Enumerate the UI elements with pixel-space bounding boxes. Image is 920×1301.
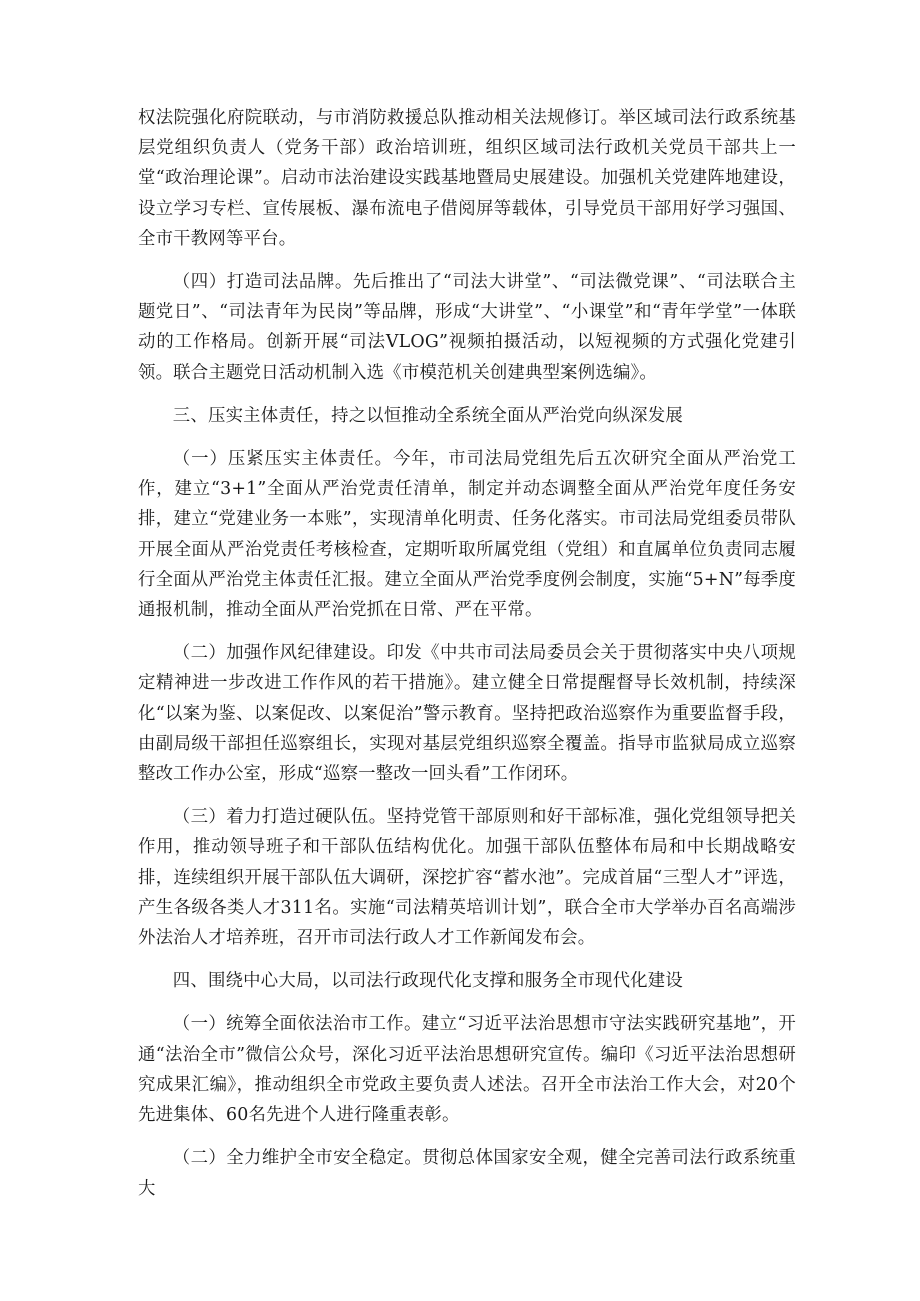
paragraph-rule-of-law: （一）统筹全面依法治市工作。建立“习近平法治思想市守法实践研究基地”，开通“法治全市”微信公众号，深化习近平法治思想研究宣传。编印《习近平法治思想研究成果汇编》，推动组织全市党政主要负责人述法。召开全市法治工作大会，对20个先进集体、60名先进个人进行隆重表彰。 xyxy=(138,1014,796,1126)
paragraph-brand: （四）打造司法品牌。先后推出了“司法大讲堂”、“司法微党课”、“司法联合主题党日”、“司法青年为民岗”等品牌，形成“大讲堂”、“小课堂”和“青年学堂”一体联动的工作格局。创新开展“司法VLOG”视频拍摄活动，以短视频的方式强化党建引领。联合主题党日活动机制入选《市模范机关创建典型案例选编》。 xyxy=(138,272,796,383)
paragraph-responsibility: （一）压紧压实主体责任。今年，市司法局党组先后五次研究全面从严治党工作，建立“3+1”全面从严治党责任清单，制定并动态调整全面从严治党年度任务安排，建立“党建业务一本账”，实现清单化明责、任务化落实。市司法局党组委员带队开展全面从严治党责任考核检查，定期听取所属党组（党组）和直属单位负责同志履行全面从严治党主体责任汇报。建立全面从严治党季度例会制度，实施“5+N”每季度通报机制，推动全面从严治党抓在日常、严在平常。 xyxy=(138,449,796,621)
paragraph-security: （二）全力维护全市安全稳定。贯彻总体国家安全观，健全完善司法行政系统重大 xyxy=(138,1148,796,1199)
section-heading-4: 四、围绕中心大局，以司法行政现代化支撑和服务全市现代化建设 xyxy=(172,971,683,992)
paragraph-team: （三）着力打造过硬队伍。坚持党管干部原则和好干部标准，强化党组领导把关作用，推动领导班子和干部队伍结构优化。加强干部队伍整体布局和中长期战略安排，连续组织开展干部队伍大调研，深挖扩容“蓄水池”。完成首届“三型人才”评选，产生各级各类人才311名。实施“司法精英培训计划”，联合全市大学举办百名高端涉外法治人才培养班，召开市司法行政人才工作新闻发布会。 xyxy=(138,807,796,949)
paragraph-discipline: （二）加强作风纪律建设。印发《中共市司法局委员会关于贯彻落实中央八项规定精神进一步改进工作作风的若干措施》。建立健全日常提醒督导长效机制，持续深化“以案为鉴、以案促改、以案促治”警示教育。坚持把政治巡察作为重要监督手段，由副局级干部担任巡察组长，实现对基层党组织巡察全覆盖。指导市监狱局成立巡察整改工作办公室，形成“巡察一整改一回头看”工作闭环。 xyxy=(138,643,796,785)
paragraph-1: 权法院强化府院联动，与市消防救援总队推动相关法规修订。举区域司法行政系统基层党组织负责人（党务干部）政治培训班，组织区域司法行政机关党员干部共上一堂“政治理论课”。启动市法治建设实践基地暨局史展建设。加强机关党建阵地建设，设立学习专栏、宣传展板、瀑布流电子借阅屏等载体，引导党员干部用好学习强国、全市干教网等平台。 xyxy=(138,108,796,249)
section-heading-3: 三、压实主体责任，持之以恒推动全系统全面从严治党向纵深发展 xyxy=(172,405,683,426)
